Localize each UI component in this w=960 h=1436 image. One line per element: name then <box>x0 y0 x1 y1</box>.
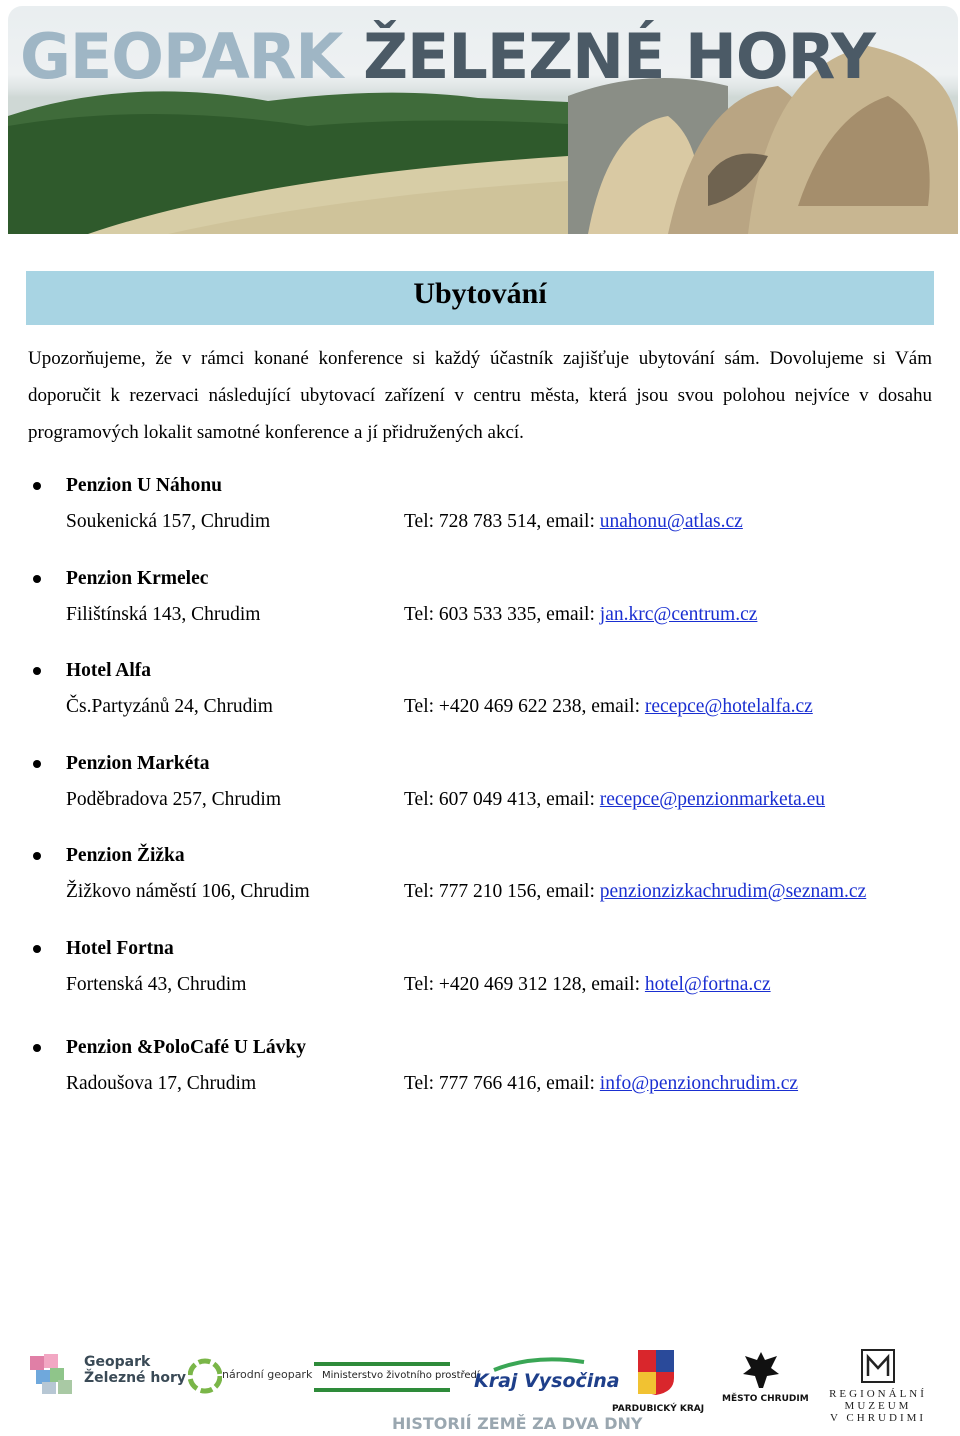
bullet-icon <box>33 667 41 675</box>
accommodation-contact: Tel: 777 766 416, email: info@penzionchrudim.cz <box>404 1073 799 1094</box>
email-link[interactable]: recepce@hotelalfa.cz <box>644 696 813 717</box>
kraj-vysocina-logo: Kraj Vysočina <box>474 1356 586 1396</box>
bullet-icon <box>33 482 41 490</box>
accommodation-contact: Tel: 777 210 156, email: penzionzizkachrudim@seznam.cz <box>404 881 867 902</box>
intro-paragraph: Upozorňujeme, že v rámci konané konference si každý účastník zajišťuje ubytování sám. Dovolujeme si Vám doporučit k rezervaci následující ubytovací zařízení v centru města, která jsou svou polohou nejvíce v dosahu programových lokalit samotné konference a jí přidružených akcí. <box>28 348 932 443</box>
heading-bar <box>26 271 934 325</box>
accommodation-address: Čs.Partyzánů 24, Chrudim <box>66 696 273 717</box>
pardubicky-kraj-logo: PARDUBICKÝ KRAJ <box>612 1348 700 1418</box>
email-link[interactable]: hotel@fortna.cz <box>644 974 771 995</box>
accommodation-contact: Tel: +420 469 312 128, email: hotel@fortna.cz <box>404 974 771 995</box>
geopark-logo: Geopark Železné hory <box>28 1352 168 1400</box>
slogan: HISTORIÍ ZEMĚ ZA DVA DNY <box>392 1414 643 1433</box>
accommodation-contact: Tel: +420 469 622 238, email: recepce@hotelalfa.cz <box>404 696 813 717</box>
narodni-geopark-logo: národní geopark <box>188 1356 298 1396</box>
accommodation-name: Penzion U Náhonu <box>66 475 223 496</box>
accommodation-name: Hotel Alfa <box>66 660 152 681</box>
accommodation-name: Penzion Žižka <box>66 845 185 866</box>
email-link[interactable]: penzionzizkachrudim@seznam.cz <box>599 881 867 902</box>
museum-monogram-icon <box>860 1348 896 1384</box>
accommodation-address: Fortenská 43, Chrudim <box>66 974 247 995</box>
bullet-icon <box>33 1044 41 1052</box>
bullet-icon <box>33 760 41 768</box>
email-link[interactable]: recepce@penzionmarketa.eu <box>599 789 826 810</box>
ministerstvo-logo: Ministerstvo životního prostředí <box>314 1362 450 1392</box>
geopark-mark-icon <box>28 1352 80 1396</box>
regionalni-muzeum-logo: REGIONÁLNÍ MUZEUM V CHRUDIMI <box>826 1348 930 1428</box>
accommodation-name: Penzion Markéta <box>66 753 210 774</box>
accommodation-address: Žižkovo náměstí 106, Chrudim <box>66 881 310 902</box>
email-link[interactable]: info@penzionchrudim.cz <box>599 1073 799 1094</box>
accommodation-address: Poděbradova 257, Chrudim <box>66 789 282 810</box>
accommodation-contact: Tel: 603 533 335, email: jan.krc@centrum.cz <box>404 604 758 625</box>
accommodation-address: Soukenická 157, Chrudim <box>66 511 271 532</box>
page-title: Ubytování <box>413 277 547 310</box>
mesto-chrudim-logo: MĚSTO CHRUDIM <box>722 1348 800 1408</box>
narodni-geopark-icon <box>188 1356 222 1396</box>
accommodation-name: Hotel Fortna <box>66 938 174 959</box>
accommodation-name: Penzion &PoloCafé U Lávky <box>66 1037 306 1058</box>
accommodation-address: Radoušova 17, Chrudim <box>66 1073 257 1094</box>
header-banner <box>8 6 958 234</box>
banner-title: GEOPARK ŽELEZNÉ HORY <box>20 20 875 93</box>
email-link[interactable]: jan.krc@centrum.cz <box>599 604 758 625</box>
email-link[interactable]: unahonu@atlas.cz <box>599 511 743 532</box>
bullet-icon <box>33 852 41 860</box>
accommodation-name: Penzion Krmelec <box>66 568 209 589</box>
accommodation-contact: Tel: 607 049 413, email: recepce@penzionmarketa.eu <box>404 789 826 810</box>
eagle-icon <box>741 1348 781 1392</box>
accommodation-address: Filištínská 143, Chrudim <box>66 604 261 625</box>
accommodation-contact: Tel: 728 783 514, email: unahonu@atlas.cz <box>404 511 743 532</box>
bullet-icon <box>33 575 41 583</box>
bullet-icon <box>33 945 41 953</box>
pardubicky-kraj-coat-of-arms-icon <box>636 1348 676 1396</box>
footer-logos <box>0 1340 960 1436</box>
